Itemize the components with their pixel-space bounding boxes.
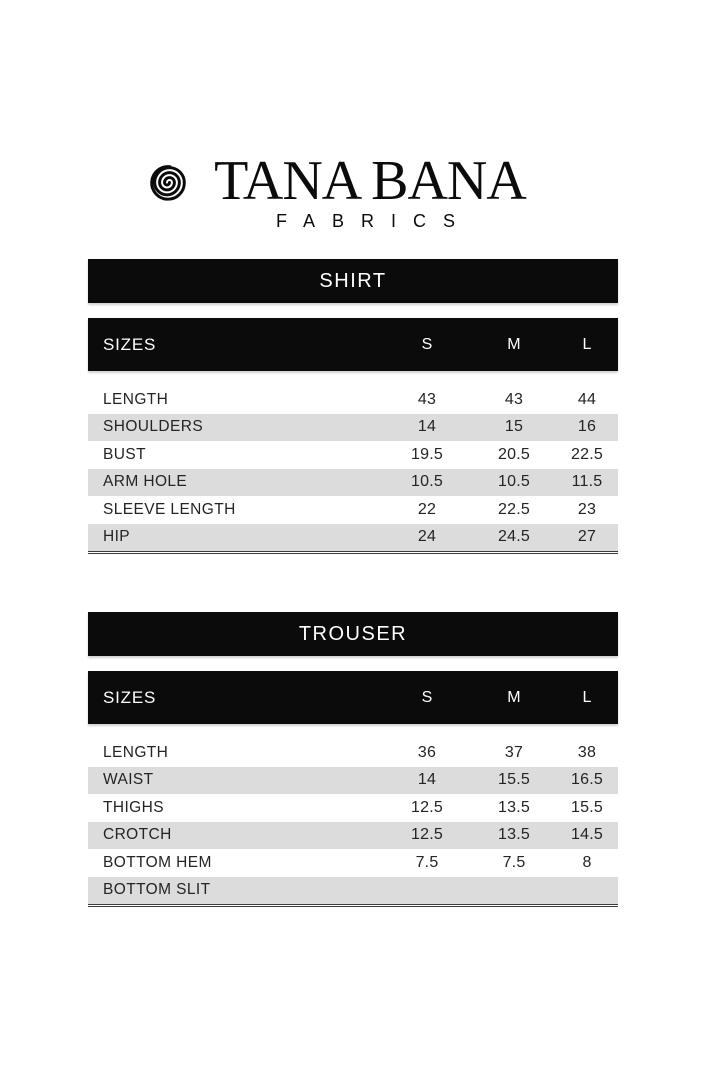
table-row (88, 414, 618, 442)
column-header-l: L (582, 688, 592, 706)
row-value-l: 14.5 (571, 826, 603, 844)
section-shirt (88, 259, 618, 554)
brand-name: TANA BANA (214, 150, 526, 212)
table-row (88, 524, 618, 552)
row-value-m: 10.5 (498, 473, 530, 491)
row-value-m: 13.5 (498, 826, 530, 844)
table-row (88, 794, 618, 822)
row-value-s: 19.5 (411, 445, 443, 463)
row-label: BUST (103, 445, 146, 463)
sizes-header-label: SIZES (103, 334, 157, 354)
row-label: THIGHS (103, 798, 164, 816)
column-header-l: L (582, 335, 592, 353)
row-value-s: 12.5 (411, 798, 443, 816)
row-value-s: 36 (417, 743, 437, 761)
row-value-s: 7.5 (415, 853, 439, 871)
sizes-header-label: SIZES (103, 687, 157, 707)
column-header-m: M (507, 688, 521, 706)
row-value-l: 23 (577, 500, 597, 518)
trouser-sizes-header (88, 671, 618, 724)
row-value-s: 12.5 (411, 826, 443, 844)
table-row (88, 767, 618, 795)
row-value-m: 20.5 (498, 445, 530, 463)
shirt-title-bar (88, 259, 618, 303)
brand-logo (71, 0, 601, 232)
shirt-sizes-header (88, 318, 618, 371)
table-row (88, 386, 618, 414)
table-row (88, 469, 618, 497)
row-label: HIP (103, 528, 131, 546)
row-value-l: 27 (577, 528, 597, 546)
row-value-m: 7.5 (502, 853, 526, 871)
row-label: SLEEVE LENGTH (103, 500, 236, 518)
table-row (88, 877, 618, 905)
row-value-l: 11.5 (571, 473, 603, 491)
row-value-l: 44 (577, 390, 597, 408)
column-header-s: S (421, 688, 433, 706)
row-value-m: 15 (504, 418, 524, 436)
row-value-s: 43 (417, 390, 437, 408)
row-value-m: 13.5 (498, 798, 530, 816)
table-row (88, 822, 618, 850)
row-value-s: 24 (417, 528, 437, 546)
table-row (88, 496, 618, 524)
row-value-l: 22.5 (571, 445, 603, 463)
table-row (88, 849, 618, 877)
row-value-m: 15.5 (498, 771, 530, 789)
shirt-title: SHIRT (319, 269, 387, 292)
row-label: ARM HOLE (103, 473, 188, 491)
row-value-m: 22.5 (498, 500, 530, 518)
row-value-s: 22 (417, 500, 437, 518)
trouser-title-bar (88, 612, 618, 656)
row-value-l: 8 (582, 853, 592, 871)
row-label: SHOULDERS (103, 418, 204, 436)
section-trouser (88, 612, 618, 907)
row-value-m: 43 (504, 390, 524, 408)
row-label: WAIST (103, 771, 154, 789)
row-value-m: 37 (504, 743, 524, 761)
row-label: CROTCH (103, 826, 172, 844)
row-value-m: 24.5 (498, 528, 530, 546)
row-label: LENGTH (103, 390, 169, 408)
spiral-icon (146, 159, 188, 206)
row-value-s: 14 (417, 418, 437, 436)
column-header-m: M (507, 335, 521, 353)
shirt-size-table (88, 386, 618, 554)
row-label: LENGTH (103, 743, 169, 761)
trouser-title: TROUSER (298, 622, 408, 645)
row-value-l: 15.5 (571, 798, 603, 816)
row-value-l: 16 (577, 418, 597, 436)
trouser-size-table (88, 739, 618, 907)
row-label: BOTTOM HEM (103, 853, 212, 871)
row-value-s: 10.5 (411, 473, 443, 491)
row-label: BOTTOM SLIT (103, 881, 211, 899)
table-row (88, 739, 618, 767)
brand-subtitle: FABRICS (275, 211, 472, 231)
row-value-s: 14 (417, 771, 437, 789)
charts-container (88, 259, 618, 907)
row-value-l: 16.5 (571, 771, 603, 789)
table-row (88, 441, 618, 469)
column-header-s: S (421, 335, 433, 353)
row-value-l: 38 (577, 743, 597, 761)
